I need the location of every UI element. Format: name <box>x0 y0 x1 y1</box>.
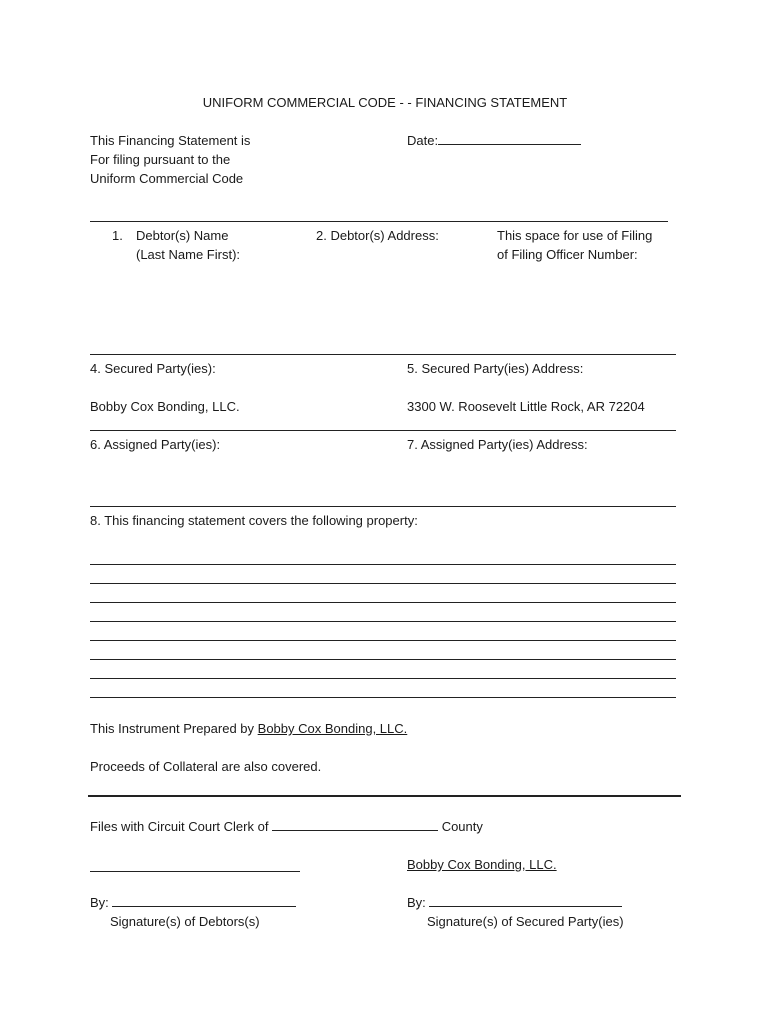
county-blank[interactable] <box>272 817 438 831</box>
assigned-party-label: 6. Assigned Party(ies): <box>90 437 221 452</box>
property-line[interactable] <box>90 564 676 565</box>
debtor-address-label: 2. Debtor(s) Address: <box>316 228 439 243</box>
debtor-name-label: Debtor(s) Name <box>136 228 229 243</box>
secured-by-label: By: <box>407 895 426 910</box>
secured-company-name: Bobby Cox Bonding, LLC. <box>407 857 557 872</box>
date-label: Date: <box>407 133 439 148</box>
prepared-by <box>90 719 407 738</box>
debtor-name-number: 1. <box>112 228 123 243</box>
property-line[interactable] <box>90 678 676 679</box>
filing-officer-line-2: of Filing Officer Number: <box>497 247 638 262</box>
proceeds-statement: Proceeds of Collateral are also covered. <box>90 759 322 774</box>
secured-signature-blank[interactable] <box>429 893 622 907</box>
property-line[interactable] <box>90 621 676 622</box>
debtor-signature-caption: Signature(s) of Debtors(s) <box>110 914 260 929</box>
assigned-address-label: 7. Assigned Party(ies) Address: <box>407 437 588 452</box>
debtor-name-signature-line[interactable] <box>90 871 300 872</box>
county-label: County <box>441 819 483 834</box>
secured-address-value: 3300 W. Roosevelt Little Rock, AR 72204 <box>407 399 645 414</box>
debtor-by-label: By: <box>90 895 109 910</box>
prepared-by-value: Bobby Cox Bonding, LLC. <box>257 721 408 736</box>
prepared-by-label: This Instrument Prepared by <box>90 721 255 736</box>
intro-line-3: Uniform Commercial Code <box>90 171 244 186</box>
property-line[interactable] <box>90 697 676 698</box>
property-line[interactable] <box>90 602 676 603</box>
secured-by-line <box>407 893 622 912</box>
debtor-name-sublabel: (Last Name First): <box>136 247 241 262</box>
intro-line-2: For filing pursuant to the <box>90 152 231 167</box>
property-line[interactable] <box>90 583 676 584</box>
secured-address-label: 5. Secured Party(ies) Address: <box>407 361 584 376</box>
property-label: 8. This financing statement covers the following property: <box>90 513 418 528</box>
date-field[interactable] <box>407 131 581 150</box>
divider <box>90 506 676 507</box>
document-title: UNIFORM COMMERCIAL CODE - - FINANCING STATEMENT <box>202 95 568 110</box>
date-blank[interactable] <box>438 131 581 145</box>
debtor-by-line <box>90 893 296 912</box>
divider <box>90 430 676 431</box>
divider <box>90 221 668 222</box>
section-divider <box>88 795 681 797</box>
secured-party-value: Bobby Cox Bonding, LLC. <box>90 399 240 414</box>
secured-signature-caption: Signature(s) of Secured Party(ies) <box>427 914 624 929</box>
property-line[interactable] <box>90 659 676 660</box>
files-with-line <box>90 817 483 836</box>
property-line[interactable] <box>90 640 676 641</box>
debtor-signature-blank[interactable] <box>112 893 296 907</box>
divider <box>90 354 676 355</box>
filing-officer-line-1: This space for use of Filing <box>497 228 653 243</box>
files-with-label: Files with Circuit Court Clerk of <box>90 819 269 834</box>
secured-party-label: 4. Secured Party(ies): <box>90 361 216 376</box>
intro-line-1: This Financing Statement is <box>90 133 251 148</box>
